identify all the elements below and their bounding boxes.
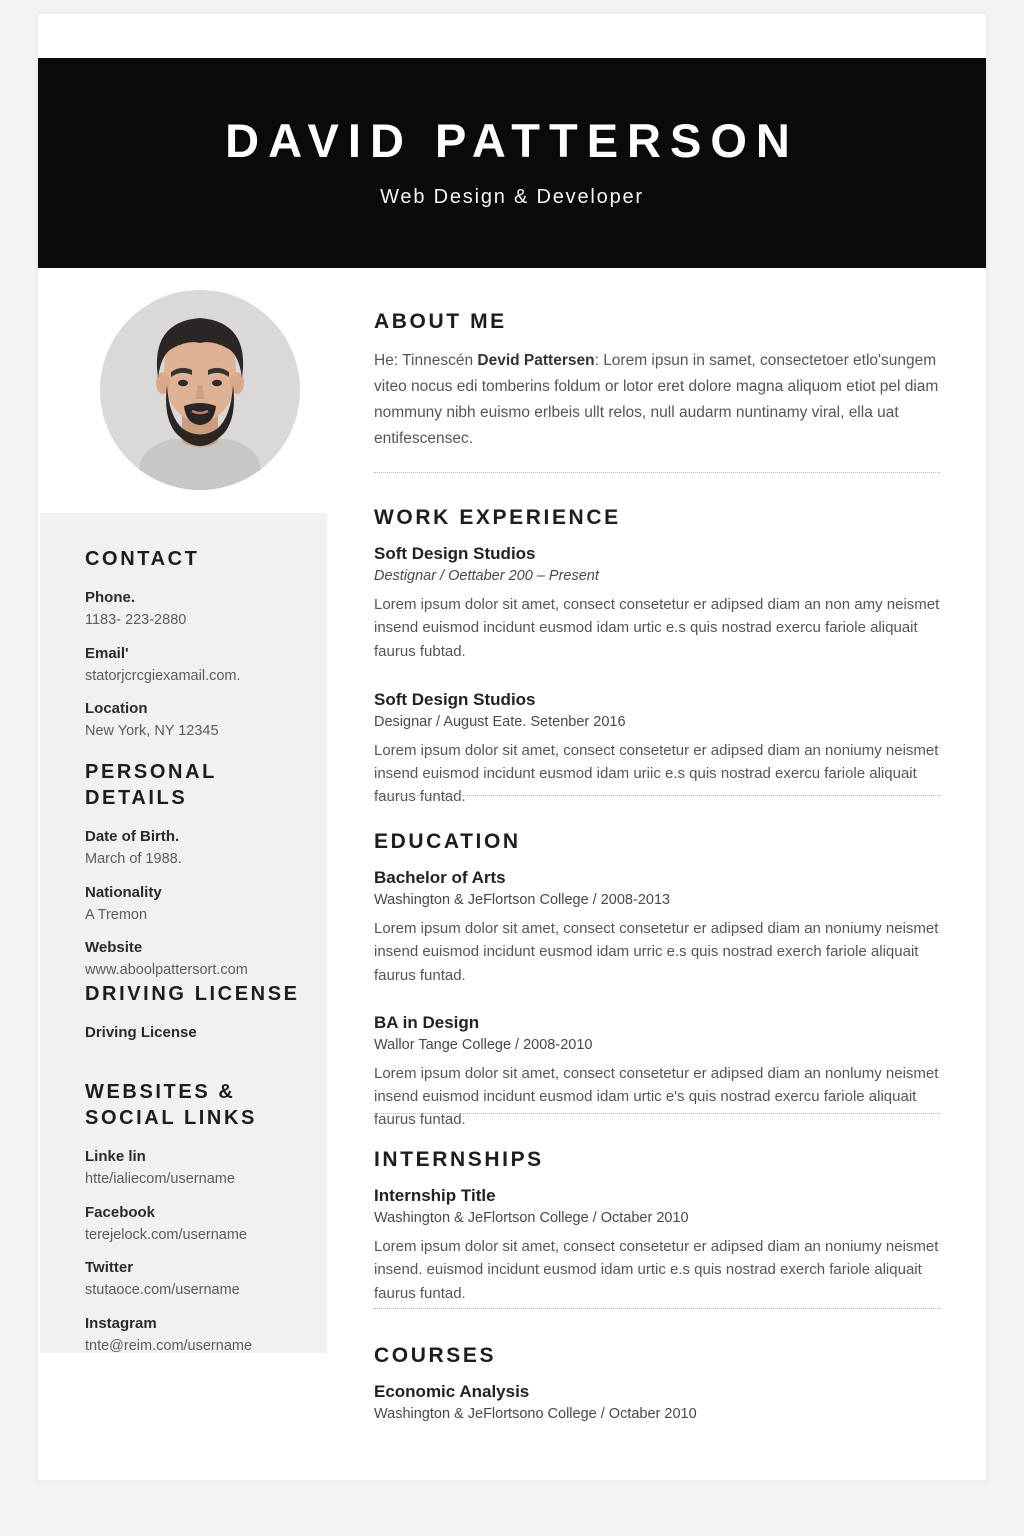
work-experience-heading: WORK EXPERIENCE	[374, 506, 621, 529]
internship-entry	[374, 1186, 940, 1305]
education-entry-title: Bachelor of Arts	[374, 868, 506, 887]
social-item-twitter	[85, 1258, 315, 1301]
instagram-label: Instagram	[85, 1314, 157, 1332]
driving-license-value: Driving License	[85, 1024, 197, 1041]
work-entry-subtitle: Designar / August Eate. Setenber 2016	[374, 713, 626, 730]
header-banner	[38, 58, 986, 268]
about-section	[374, 310, 940, 452]
instagram-value: tnte@reim.com/username	[85, 1337, 253, 1354]
course-entry-title: Economic Analysis	[374, 1382, 530, 1401]
website-value: www.aboolpattersort.com	[85, 962, 248, 979]
social-item-linkedin	[85, 1147, 315, 1190]
location-label: Location	[85, 700, 148, 718]
work-entry-body: Lorem ipsum dolor sit amet, consect consetetur er adipsed diam an noniumy neismet insend euismod incidunt eusmod idam uriic e.s quis nostrad exercu fariole aliquait faurus funtad.	[374, 741, 939, 806]
personal-item-nationality	[85, 883, 315, 926]
about-text-prefix: He: Tinnescén	[374, 352, 478, 369]
personal-details-heading: PERSONAL DETAILS	[85, 761, 217, 809]
social-links-heading: WEBSITES & SOCIAL LINKS	[85, 1081, 257, 1129]
facebook-label: Facebook	[85, 1203, 156, 1221]
contact-item-location	[85, 699, 315, 742]
about-text-name: Devid Pattersen	[477, 352, 595, 369]
education-entry-body: Lorem ipsum dolor sit amet, consect consetetur er adipsed diam an noniumy neismet insend euismod incidunt eusmod idam urric e.s quis nostrad exerch fariole aliquait faurus funtad.	[374, 920, 939, 984]
website-label: Website	[85, 939, 143, 957]
internship-entry-title: Internship Title	[374, 1186, 496, 1205]
dob-label: Date of Birth.	[85, 828, 180, 845]
email-value: statorjcrcgiexamail.com.	[85, 667, 241, 684]
sidebar	[40, 513, 327, 1353]
location-value: New York, NY 12345	[85, 723, 219, 740]
work-entry	[374, 690, 940, 809]
education-entry	[374, 868, 940, 987]
nationality-label: Nationality	[85, 883, 162, 901]
education-entry-subtitle: Wallor Tange College / 2008-2010	[374, 1036, 593, 1053]
education-entry-title: BA in Design	[374, 1012, 480, 1032]
work-experience-section	[374, 506, 940, 833]
driving-license-section	[85, 981, 315, 1043]
section-divider	[374, 795, 940, 796]
personal-item-website	[85, 938, 315, 981]
internships-section	[374, 1148, 940, 1329]
twitter-label: Twitter	[85, 1259, 134, 1277]
facebook-value: terejelock.com/username	[85, 1226, 247, 1243]
nationality-value: A Tremon	[85, 906, 148, 923]
phone-label: Phone.	[85, 589, 136, 606]
work-entry	[374, 544, 940, 663]
linkedin-label: Linke lin	[85, 1148, 146, 1165]
contact-item-email	[85, 644, 315, 687]
job-title: Web Design & Developer	[380, 186, 644, 208]
work-entry-title: Soft Design Studios	[374, 544, 536, 563]
internships-heading: INTERNSHIPS	[374, 1148, 544, 1171]
dob-value: March of 1988.	[85, 851, 182, 868]
email-label: Email'	[85, 644, 129, 662]
personal-details-section	[85, 759, 315, 994]
driving-license-heading: DRIVING LICENSE	[85, 983, 300, 1005]
contact-section	[85, 546, 315, 755]
linkedin-value: htte/ialiecom/username	[85, 1171, 235, 1188]
resume-page	[38, 14, 986, 1480]
page-title: DAVID PATTERSON	[225, 114, 799, 167]
internship-entry-subtitle: Washington & JeFlortson College / Octaber 2010	[374, 1210, 689, 1226]
education-section	[374, 830, 940, 1156]
social-item-facebook	[85, 1203, 315, 1246]
about-text	[374, 348, 940, 452]
education-heading: EDUCATION	[374, 830, 521, 853]
about-text-rest: : Lorem ipsun in samet, consectetoer etlo'sungem viteo nocus edi tomberins foldum or lotor eret dolore magna aliquom etiot pel diam nommuny nibh euismo erlbeis ullt relos, null audarm nuntinamy viral, ella uat entifescensec.	[374, 352, 939, 448]
course-entry	[374, 1382, 940, 1422]
section-divider	[374, 1113, 940, 1114]
about-heading: ABOUT ME	[374, 310, 507, 333]
twitter-value: stutaoce.com/username	[85, 1282, 240, 1299]
section-divider	[374, 1308, 940, 1309]
profile-photo-illustration	[100, 290, 300, 490]
work-entry-title: Soft Design Studios	[374, 689, 536, 709]
profile-photo	[100, 290, 300, 490]
phone-value: 1183- 223-2880	[85, 612, 187, 629]
education-entry-body: Lorem ipsum dolor sit amet, consect consetetur er adipsed diam an nonlumy neismet insend euismod incidunt eusmod idam urtic e's quis nostrad exercu fariole aliquait faurus funtad.	[374, 1064, 939, 1129]
section-divider	[374, 472, 940, 473]
internship-entry-body: Lorem ipsum dolor sit amet, consect consetetur er adipsed diam an noniumy neismet insend. euismod incidunt eusmod idam urtic e.s quis nostrad exerch fariole aliquait faurus funtad.	[374, 1238, 939, 1302]
social-item-instagram	[85, 1314, 315, 1357]
personal-item-dob	[85, 827, 315, 870]
work-entry-subtitle: Destignar / Oettaber 200 – Present	[374, 568, 599, 584]
education-entry-subtitle: Washington & JeFlortson College / 2008-2013	[374, 892, 671, 908]
contact-item-phone	[85, 588, 315, 631]
courses-heading: COURSES	[374, 1344, 497, 1367]
courses-section	[374, 1344, 940, 1446]
contact-heading: CONTACT	[85, 548, 200, 570]
social-links-section	[85, 1079, 315, 1369]
course-entry-subtitle: Washington & JeFlortsono College / Octaber 2010	[374, 1406, 697, 1422]
work-entry-body: Lorem ipsum dolor sit amet, consect consetetur er adipsed diam an non amy neismet insend euismod incidunt eusmod idam urtic e.s quis nostrad exercu fariole aliquait faurus fubtad.	[374, 596, 940, 660]
